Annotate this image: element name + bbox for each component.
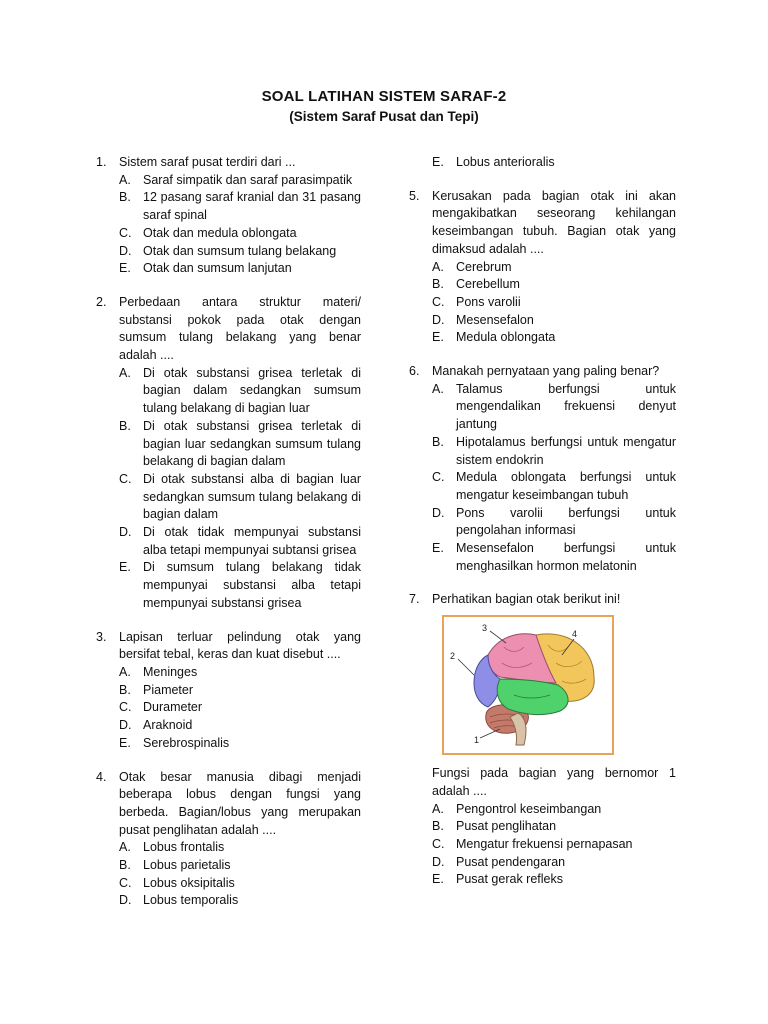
left-column (96, 154, 361, 926)
option-letter: A. (119, 365, 131, 380)
option-letter: B. (119, 190, 131, 205)
option-text: Piameter (143, 682, 194, 697)
option-text: Di otak substansi grisea terletak di bagian dalam sedangkan sumsum tulang belakang di bagian luar (143, 365, 361, 416)
question-2 (96, 294, 361, 613)
option-text: Lobus anterioralis (456, 155, 555, 169)
option-text: Pusat gerak refleks (456, 872, 563, 887)
option-text: Lobus frontalis (143, 840, 225, 855)
option-letter: D. (119, 718, 132, 733)
option-text: Mesensefalon berfungsi untuk menghasilkan hormon melatonin (456, 541, 676, 573)
option-c (432, 469, 676, 504)
option-a (119, 839, 361, 857)
option-letter: E. (432, 155, 444, 169)
option-d (119, 524, 361, 559)
option-text: Saraf simpatik dan saraf parasimpatik (143, 172, 353, 187)
option-text: Mengatur frekuensi pernapasan (456, 836, 633, 851)
question-5 (409, 188, 676, 347)
option-text: Serebrospinalis (143, 735, 230, 750)
option-text: Medula oblongata (456, 330, 556, 345)
option-e (119, 260, 361, 278)
question-text: Perbedaan antara struktur materi/ substansi pokok pada otak dengan sumsum tulang belakang yang benar adalah .... (119, 294, 361, 363)
option-a (432, 381, 676, 434)
page-title: SOAL LATIHAN SISTEM SARAF-2 (261, 88, 507, 105)
option-b (119, 418, 361, 471)
question-number: 7. (409, 592, 420, 607)
label-2: 2 (450, 651, 456, 662)
question-text: Otak besar manusia dibagi menjadi beberapa lobus dengan fungsi yang berbeda. Bagian/lobus yang merupakan pusat penglihatan adalah .... (119, 769, 361, 837)
option-b (432, 434, 676, 469)
option-letter: B. (432, 819, 444, 834)
option-text: Di sumsum tulang belakang tidak mempunyai substansi alba tetapi mempunyai substansi grisea (143, 560, 361, 610)
option-b (432, 276, 676, 294)
option-letter: C. (119, 700, 132, 715)
option-letter: C. (432, 836, 445, 851)
option-text: Mesensefalon (456, 312, 534, 327)
question-6 (409, 363, 676, 575)
option-letter: B. (432, 434, 444, 449)
question-number: 3. (96, 629, 107, 644)
option-d (119, 892, 361, 910)
option-e (432, 540, 676, 575)
option-a (119, 172, 361, 190)
question-1 (96, 154, 361, 278)
option-text: Otak dan sumsum lanjutan (143, 261, 292, 276)
option-letter: A. (119, 172, 131, 187)
option-letter: E. (432, 872, 444, 887)
option-e (119, 735, 361, 753)
option-c (432, 836, 676, 854)
question-text: Manakah pernyataan yang paling benar? (432, 364, 660, 379)
option-text: Cerebrum (456, 259, 512, 274)
option-letter: C. (119, 471, 132, 486)
question-text: Kerusakan pada bagian otak ini akan mengakibatkan seseorang kehilangan keseimbangan tubuh. Bagian otak yang dimaksud adalah .... (432, 188, 676, 256)
option-text: Lobus temporalis (143, 893, 239, 908)
option-text: Hipotalamus berfungsi untuk mengatur sistem endokrin (456, 434, 676, 467)
option-text: Lobus oksipitalis (143, 875, 235, 890)
option-text: Pons varolii (456, 294, 521, 309)
option-letter: D. (432, 505, 445, 520)
option-a (119, 664, 361, 682)
label-3: 3 (482, 623, 488, 634)
option-b (119, 682, 361, 700)
brain-illustration (444, 617, 612, 753)
option-letter: B. (119, 858, 131, 873)
option-text: Araknoid (143, 718, 193, 733)
question-7 (409, 591, 676, 889)
option-a (432, 801, 676, 819)
option-a (119, 365, 361, 418)
question-7-prompt: Fungsi pada bagian yang bernomor 1 adalah .... (432, 766, 676, 798)
question-text: Sistem saraf pusat terdiri dari ... (119, 155, 296, 169)
question-text: Lapisan terluar pelindung otak yang bersifat tebal, keras dan kuat disebut .... (119, 629, 361, 662)
option-letter: C. (432, 470, 445, 485)
option-a (432, 259, 676, 277)
option-text: Durameter (143, 700, 203, 715)
option-text: Otak dan medula oblongata (143, 225, 297, 240)
question-3 (96, 629, 361, 753)
option-text: Lobus parietalis (143, 858, 231, 873)
option-text: 12 pasang saraf kranial dan 31 pasang saraf spinal (143, 190, 361, 223)
option-text: Otak dan sumsum tulang belakang (143, 243, 337, 258)
option-letter: D. (119, 525, 132, 540)
option-text: Cerebellum (456, 277, 520, 292)
option-letter: B. (432, 277, 444, 292)
option-e (432, 329, 676, 347)
option-letter: A. (432, 801, 444, 816)
option-text: Pons varolii berfungsi untuk pengolahan informasi (456, 505, 676, 538)
option-c (119, 699, 361, 717)
option-letter: A. (119, 840, 131, 855)
option-text: Meninges (143, 664, 198, 679)
option-c (119, 875, 361, 893)
option-letter: E. (432, 330, 444, 345)
option-letter: D. (432, 854, 445, 869)
option-letter: A. (119, 664, 131, 679)
option-letter: A. (432, 259, 444, 274)
option-letter: A. (432, 381, 444, 396)
option-letter: B. (119, 682, 131, 697)
option-text: Medula oblongata berfungsi untuk mengatur keseimbangan tubuh (456, 470, 676, 502)
option-letter: C. (119, 225, 132, 240)
question-number: 2. (96, 294, 107, 309)
option-d (119, 243, 361, 261)
option-c (432, 294, 676, 312)
option-letter: D. (119, 243, 132, 258)
question-text: Perhatikan bagian otak berikut ini! (432, 592, 621, 607)
option-d (432, 312, 676, 330)
option-letter: C. (119, 875, 132, 890)
option-letter: C. (432, 294, 445, 309)
option-text: Di otak tidak mempunyai substansi alba tetapi mempunyai subtansi grisea (143, 525, 361, 557)
option-text: Pengontrol keseimbangan (456, 801, 602, 816)
option-b (119, 189, 361, 224)
question-number: 1. (96, 155, 107, 169)
brain-diagram (442, 615, 614, 755)
option-letter: D. (432, 312, 445, 327)
option-text: Talamus berfungsi untuk mengendalikan frekuensi denyut jantung (456, 381, 676, 432)
option-e (432, 871, 676, 889)
option-d (119, 717, 361, 735)
option-letter: E. (119, 261, 131, 276)
option-d (432, 854, 676, 872)
option-letter: E. (119, 560, 131, 575)
question-4 (96, 769, 361, 911)
right-column (409, 154, 676, 905)
label-4: 4 (572, 629, 578, 640)
option-letter: D. (119, 893, 132, 908)
question-number: 6. (409, 364, 420, 379)
option-letter: E. (119, 735, 131, 750)
question-number: 5. (409, 188, 420, 203)
option-c (119, 225, 361, 243)
label-1: 1 (474, 735, 480, 746)
question-4-continued (409, 154, 676, 172)
question-number: 4. (96, 769, 107, 784)
option-text: Di otak substansi alba di bagian luar sedangkan sumsum tulang belakang di bagian dalam (143, 471, 361, 522)
option-text: Di otak substansi grisea terletak di bagian luar sedangkan sumsum tulang belakang di bagian dalam (143, 418, 361, 469)
option-b (119, 857, 361, 875)
option-letter: B. (119, 418, 131, 433)
option-c (119, 471, 361, 524)
option-e (432, 154, 676, 172)
option-b (432, 818, 676, 836)
option-text: Pusat penglihatan (456, 819, 557, 834)
option-letter: E. (432, 541, 444, 556)
option-e (119, 559, 361, 612)
option-text: Pusat pendengaran (456, 854, 566, 869)
page-subtitle: (Sistem Saraf Pusat dan Tepi) (289, 109, 479, 124)
option-d (432, 505, 676, 540)
